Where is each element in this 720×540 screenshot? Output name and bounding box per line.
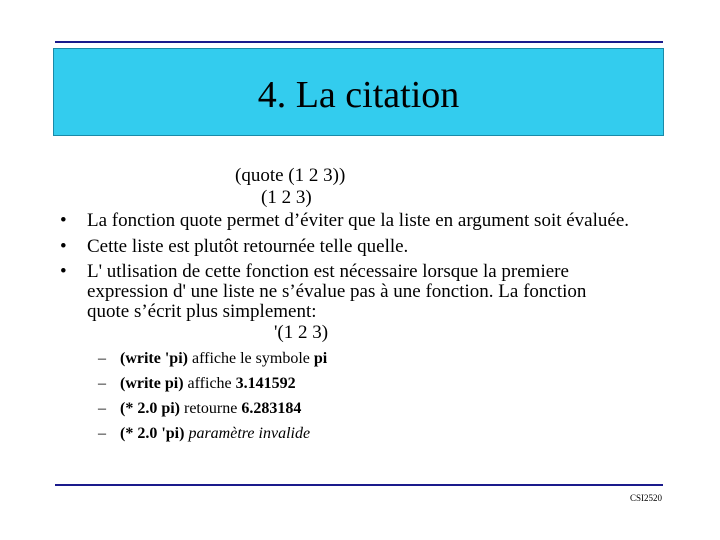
sub-item-text: affiche le symbole [187, 350, 314, 367]
title-banner [53, 48, 664, 136]
sub-item-result: paramètre invalide [188, 425, 311, 442]
bottom-divider-rule [55, 484, 663, 486]
bullet-marker: • [60, 261, 67, 282]
bullet-text-2: Cette liste est plutôt retournée telle quelle. [87, 236, 409, 257]
dash-marker: – [98, 350, 106, 367]
footer-course-code: CSI2520 [629, 493, 662, 503]
sub-item-code: (* 2.0 pi) [120, 400, 180, 417]
bullet-marker: • [60, 210, 67, 231]
sub-item-code: (* 2.0 'pi) [120, 425, 185, 442]
slide-title: 4. La citation [257, 74, 460, 116]
sub-item-code: (write pi) [120, 375, 184, 392]
sub-item-text: affiche [183, 375, 236, 392]
sub-item-2 [120, 374, 296, 394]
sub-item-3 [120, 399, 301, 419]
code-line-quote: (quote (1 2 3)) [235, 165, 346, 186]
bullet-marker: • [60, 236, 67, 257]
sub-item-text: retourne [180, 400, 242, 417]
sub-item-4 [120, 424, 310, 444]
top-divider-rule [55, 41, 663, 43]
dash-marker: – [98, 400, 106, 417]
sub-item-result: pi [313, 350, 328, 367]
code-line-result: (1 2 3) [261, 187, 312, 208]
bullet-text-3-line-1: L' utlisation de cette fonction est nécessaire lorsque la premiere [87, 261, 569, 282]
bullet-text-3-line-2: expression d' une liste ne s’évalue pas à une fonction. La fonction [87, 281, 587, 302]
sub-item-result: 6.283184 [241, 400, 302, 417]
sub-item-code: (write 'pi) [120, 350, 188, 367]
sub-item-result: 3.141592 [235, 375, 296, 392]
dash-marker: – [98, 425, 106, 442]
bullet-text-1: La fonction quote permet d’éviter que la liste en argument soit évaluée. [87, 210, 630, 231]
bullet-text-3-line-3: quote s’écrit plus simplement: [87, 301, 317, 322]
quote-shorthand-example: '(1 2 3) [274, 322, 329, 343]
sub-item-1 [120, 349, 327, 369]
dash-marker: – [98, 375, 106, 392]
